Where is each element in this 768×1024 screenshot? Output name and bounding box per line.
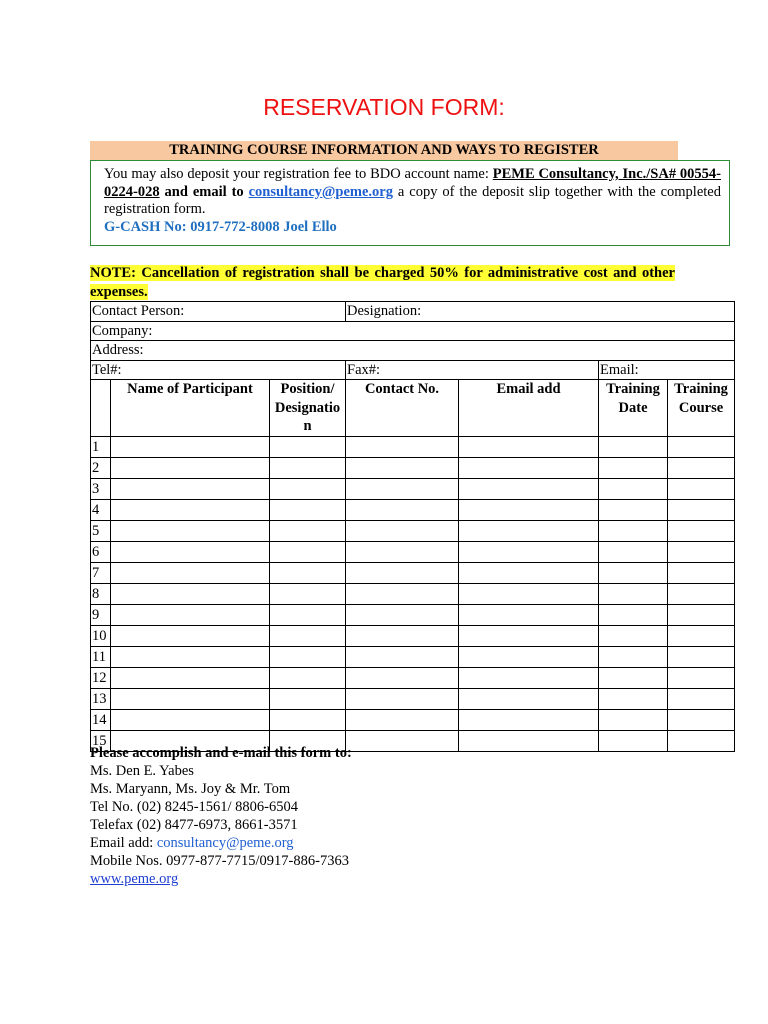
table-cell[interactable] [346,604,459,625]
table-cell[interactable] [599,625,668,646]
table-cell[interactable] [668,499,735,520]
payment-info-box [90,160,730,246]
table-cell[interactable] [459,436,599,457]
table-cell[interactable] [599,562,668,583]
table-row [91,667,735,688]
row-number: 11 [91,646,111,667]
bank-account: PEME Consultancy, Inc./SA# 00554-0224-028 [104,166,721,200]
column-header: Email add [459,380,599,437]
email-label: Email add: [90,835,157,851]
footer-email[interactable]: consultancy@peme.org [156,835,294,851]
table-cell[interactable] [668,541,735,562]
table-cell[interactable] [270,457,346,478]
table-cell[interactable] [346,457,459,478]
table-cell[interactable] [270,499,346,520]
table-cell[interactable] [270,625,346,646]
table-cell[interactable] [346,541,459,562]
table-cell[interactable] [270,688,346,709]
table-row [91,520,735,541]
table-cell[interactable] [111,541,270,562]
table-cell[interactable] [459,688,599,709]
table-cell[interactable] [346,646,459,667]
contact-names: Ms. Maryann, Ms. Joy & Mr. Tom [90,781,291,797]
table-cell[interactable] [346,520,459,541]
table-cell[interactable] [111,499,270,520]
registration-table [90,301,735,752]
table-cell[interactable] [111,709,270,730]
table-cell[interactable] [668,667,735,688]
table-row [91,688,735,709]
table-cell[interactable] [459,457,599,478]
table-cell[interactable] [270,520,346,541]
table-row [91,625,735,646]
table-cell[interactable] [111,667,270,688]
table-row [91,583,735,604]
column-header: Contact No. [346,380,459,437]
telefax-numbers: Telefax (02) 8477-6973, 8661-3571 [90,817,298,833]
table-row [91,457,735,478]
table-cell[interactable] [111,478,270,499]
table-row [91,709,735,730]
table-cell[interactable] [111,457,270,478]
row-number: 13 [91,688,111,709]
table-cell[interactable] [111,562,270,583]
table-cell[interactable] [668,604,735,625]
row-number: 5 [91,520,111,541]
table-cell[interactable] [459,709,599,730]
column-header: Position/ Designatio n [270,380,346,437]
gcash-info: G-CASH No: 0917-772-8008 Joel Ello [104,218,337,235]
table-cell[interactable] [459,625,599,646]
table-row [91,541,735,562]
row-number: 9 [91,604,111,625]
company-field[interactable]: Company: [91,321,735,341]
table-cell[interactable] [346,562,459,583]
row-number: 6 [91,541,111,562]
footer-heading: Please accomplish and e-mail this form to: [90,745,352,761]
table-row [91,436,735,457]
table-cell[interactable] [346,583,459,604]
row-number: 4 [91,499,111,520]
table-cell[interactable] [459,478,599,499]
table-cell[interactable] [346,625,459,646]
row-number: 14 [91,709,111,730]
table-cell[interactable] [459,667,599,688]
table-cell[interactable] [668,709,735,730]
table-cell[interactable] [599,583,668,604]
website-link[interactable]: www.peme.org [90,871,179,887]
contact-footer [90,744,730,888]
section-heading: TRAINING COURSE INFORMATION AND WAYS TO REGISTER [90,141,678,160]
page-title: RESERVATION FORM: [263,94,505,120]
table-cell[interactable] [599,499,668,520]
table-row [91,499,735,520]
table-cell[interactable] [668,457,735,478]
table-cell[interactable] [668,436,735,457]
row-number: 8 [91,583,111,604]
table-cell[interactable] [668,520,735,541]
table-cell[interactable] [111,520,270,541]
note-text: NOTE: Cancellation of registration shall be charged 50% for administrative cost and other expenses. [90,265,675,300]
table-cell[interactable] [346,688,459,709]
table-cell[interactable] [599,520,668,541]
column-header: Training Date [599,380,668,437]
table-cell[interactable] [346,478,459,499]
row-number: 12 [91,667,111,688]
table-cell[interactable] [599,541,668,562]
table-cell[interactable] [346,709,459,730]
table-cell[interactable] [668,646,735,667]
table-cell[interactable] [111,688,270,709]
table-cell[interactable] [270,667,346,688]
table-row [91,604,735,625]
table-cell[interactable] [668,688,735,709]
table-cell[interactable] [111,583,270,604]
row-number: 3 [91,478,111,499]
table-cell[interactable] [270,562,346,583]
table-cell[interactable] [599,436,668,457]
email-link[interactable]: consultancy@peme.org [248,183,393,200]
table-cell[interactable] [111,436,270,457]
info-text: a copy of the deposit slip together with the completed registration form. [104,183,721,217]
table-cell[interactable] [270,478,346,499]
table-row [91,478,735,499]
fax-field[interactable]: Fax#: [346,360,599,380]
table-cell[interactable] [668,625,735,646]
table-cell[interactable] [459,562,599,583]
table-cell[interactable] [599,457,668,478]
column-header: Name of Participant [111,380,270,437]
table-cell[interactable] [270,709,346,730]
table-cell[interactable] [599,688,668,709]
table-row [91,562,735,583]
table-cell[interactable] [668,562,735,583]
table-cell[interactable] [346,499,459,520]
table-cell[interactable] [270,646,346,667]
table-cell[interactable] [599,604,668,625]
table-cell[interactable] [270,583,346,604]
table-cell[interactable] [459,646,599,667]
cancellation-note [90,264,675,301]
row-number: 15 [91,730,111,751]
table-cell[interactable] [599,646,668,667]
row-number-header [91,380,111,437]
table-cell[interactable] [270,604,346,625]
table-cell[interactable] [111,646,270,667]
table-cell[interactable] [270,436,346,457]
row-number: 7 [91,562,111,583]
table-cell[interactable] [111,625,270,646]
row-number: 10 [91,625,111,646]
table-cell[interactable] [599,478,668,499]
mobile-numbers: Mobile Nos. 0977-877-7715/0917-886-7363 [90,853,349,869]
table-cell[interactable] [346,436,459,457]
table-cell[interactable] [459,604,599,625]
email-line [90,834,730,852]
row-number: 2 [91,457,111,478]
info-text: You may also deposit your registration fee to BDO account name: [104,166,493,182]
designation-field[interactable]: Designation: [346,302,735,322]
info-text: and email to [159,183,249,200]
table-cell[interactable] [270,541,346,562]
table-row [91,646,735,667]
table-cell[interactable] [459,583,599,604]
tel-numbers: Tel No. (02) 8245-1561/ 8806-6504 [90,799,298,815]
tel-field[interactable]: Tel#: [91,360,346,380]
table-cell[interactable] [668,478,735,499]
email-field[interactable]: Email: [599,360,735,380]
table-cell[interactable] [599,667,668,688]
address-field[interactable]: Address: [91,341,735,361]
table-cell[interactable] [459,541,599,562]
table-cell[interactable] [111,604,270,625]
contact-name: Ms. Den E. Yabes [90,763,194,779]
table-cell[interactable] [459,499,599,520]
table-cell[interactable] [668,583,735,604]
contact-person-field[interactable]: Contact Person: [91,302,346,322]
table-cell[interactable] [599,709,668,730]
table-cell[interactable] [459,520,599,541]
table-cell[interactable] [346,667,459,688]
column-header: Training Course [668,380,735,437]
row-number: 1 [91,436,111,457]
